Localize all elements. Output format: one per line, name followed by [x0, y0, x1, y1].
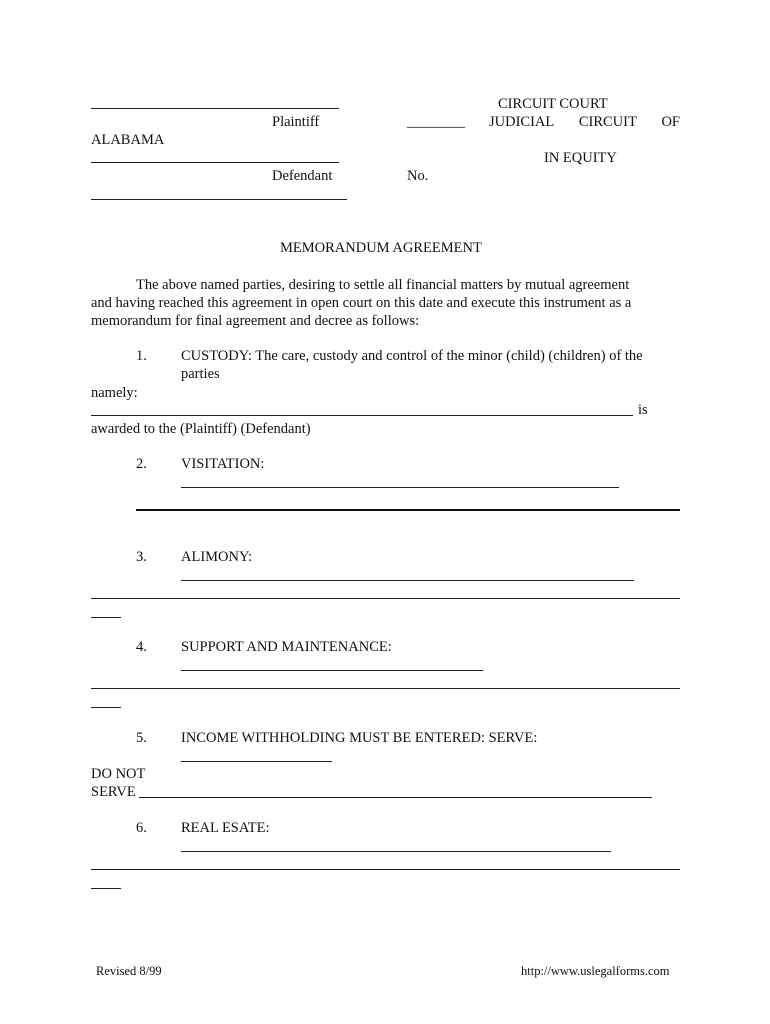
plaintiff-name-line[interactable] [91, 108, 339, 109]
alimony-label: ALIMONY: [181, 549, 253, 565]
case-number-label: No. [407, 168, 429, 184]
alimony-line-1[interactable] [181, 580, 634, 581]
alabama-text: ALABAMA [91, 132, 165, 148]
withholding-label: INCOME WITHHOLDING MUST BE ENTERED: SERVE: [181, 730, 538, 746]
footer-url[interactable]: http://www.uslegalforms.com [521, 964, 670, 978]
item-2-number: 2. [136, 456, 147, 472]
withholding-serve-line[interactable] [181, 761, 332, 762]
intro-line-1: The above named parties, desiring to settle all financial matters by mutual agreement [136, 277, 630, 293]
custody-awarded-text: awarded to the (Plaintiff) (Defendant) [91, 421, 311, 437]
plaintiff-label: Plaintiff [272, 114, 320, 130]
real-estate-line-1[interactable] [181, 851, 611, 852]
in-equity-text: IN EQUITY [544, 150, 617, 166]
intro-line-2: and having reached this agreement in open court on this date and execute this instrument as a [91, 295, 632, 311]
intro-line-3: memorandum for final agreement and decree as follows: [91, 313, 420, 329]
do-not-serve-line[interactable] [139, 797, 652, 798]
support-line-1[interactable] [181, 670, 483, 671]
custody-is-text: is [638, 402, 648, 418]
defendant-label: Defendant [272, 168, 333, 184]
do-not-text: DO NOT [91, 766, 146, 782]
judicial-blank[interactable]: ________ [407, 114, 465, 130]
custody-parties-text: parties [181, 366, 220, 382]
support-label: SUPPORT AND MAINTENANCE: [181, 639, 392, 655]
real-estate-line-2[interactable] [91, 869, 680, 870]
circuit-text: CIRCUIT [578, 114, 637, 130]
item-1-number: 1. [136, 348, 147, 364]
real-estate-line-3[interactable] [91, 888, 121, 889]
item-5-number: 5. [136, 730, 147, 746]
custody-label: CUSTODY: The care, custody and control of the minor (child) (children) of the [181, 348, 643, 364]
visitation-line[interactable] [181, 487, 619, 488]
caption-bottom-line [91, 199, 347, 200]
of-text: OF [661, 114, 680, 130]
judicial-circuit-line [489, 113, 680, 131]
visitation-rule [136, 509, 680, 511]
judicial-text: JUDICIAL [489, 114, 555, 130]
alimony-line-2[interactable] [91, 598, 680, 599]
alimony-line-3[interactable] [91, 617, 121, 618]
visitation-label: VISITATION: [181, 456, 265, 472]
support-line-2[interactable] [91, 688, 680, 689]
revised-date: Revised 8/99 [96, 964, 162, 978]
document-title: MEMORANDUM AGREEMENT [280, 240, 482, 256]
defendant-name-line[interactable] [91, 162, 339, 163]
circuit-court-text: CIRCUIT COURT [498, 96, 608, 112]
serve-text: SERVE [91, 784, 136, 800]
support-line-3[interactable] [91, 707, 121, 708]
item-4-number: 4. [136, 639, 147, 655]
real-estate-label: REAL ESATE: [181, 820, 270, 836]
custody-children-line[interactable] [91, 415, 633, 416]
namely-text: namely: [91, 385, 138, 401]
item-3-number: 3. [136, 549, 147, 565]
item-6-number: 6. [136, 820, 147, 836]
